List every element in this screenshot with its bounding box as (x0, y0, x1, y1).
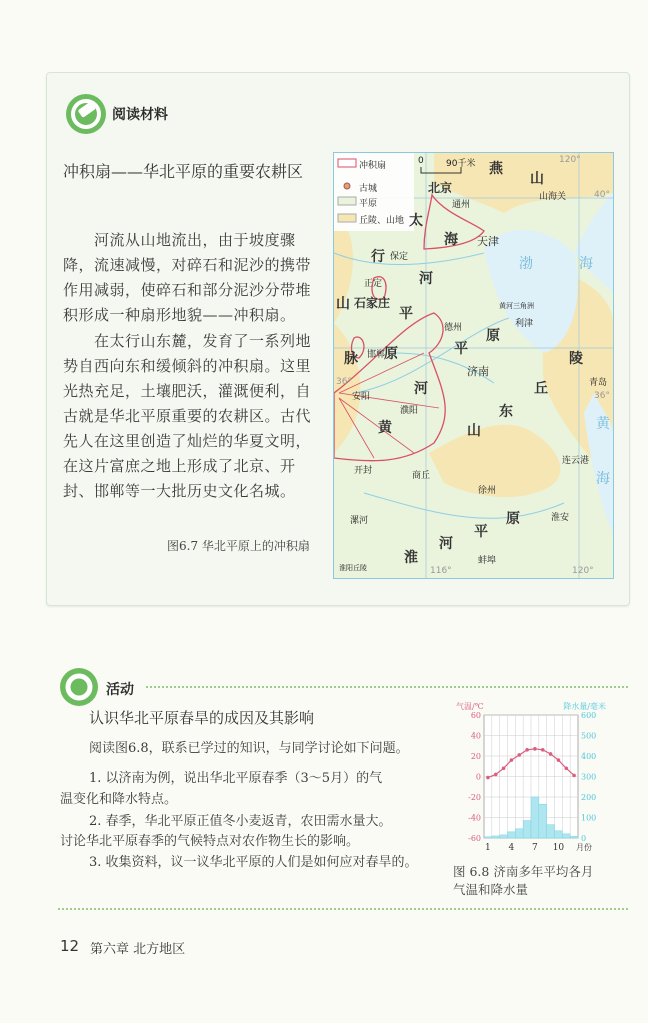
temperature-point (549, 752, 553, 756)
region-char: 平 (474, 524, 488, 540)
activity-heading: 活动 (106, 682, 134, 698)
reading-title: 冲积扇——华北平原的重要农耕区 (63, 162, 304, 181)
city-label: 徐州 (478, 486, 497, 496)
y-left-tick: -40 (468, 813, 481, 823)
temperature-point (557, 758, 561, 762)
legend-hills: 丘陵、山地 (359, 216, 405, 226)
question-line: 2. 春季，华北平原正值冬小麦返青，农田需水量大。 (89, 814, 392, 829)
grid-label: 120° (572, 566, 594, 576)
region-char: 燕 (489, 161, 503, 177)
sea-char: 海 (579, 256, 593, 272)
city-label: 青岛 (589, 378, 608, 388)
y-left-tick: 20 (470, 752, 481, 761)
precip-bar (562, 834, 570, 838)
temperature-point (525, 748, 529, 752)
text-line: 在这片富庶之地上形成了北京、开 (63, 457, 296, 475)
dotted-divider (146, 686, 628, 688)
temperature-point (533, 747, 537, 751)
city-label: 德州 (444, 323, 463, 333)
question-line: 3. 收集资料，议一议华北平原的人们是如何应对春旱的。 (89, 855, 418, 870)
region-char: 原 (506, 511, 520, 527)
activity-badge-icon (60, 668, 98, 706)
y-right-label: 降水量/毫米 (563, 702, 606, 711)
legend-alluvial-fan: 冲积扇 (359, 161, 387, 171)
text-line: 在太行山东麓，发育了一系列地 (94, 332, 312, 350)
region-char: 海 (444, 232, 458, 248)
city-label: 山海关 (539, 192, 567, 202)
text-line: 光热充足，土壤肥沃，灌溉便利，自 (63, 382, 312, 400)
x-tick: 4 (508, 843, 515, 853)
text-line: 作用减弱，使碎石和部分泥沙分带堆 (63, 281, 312, 299)
y-right-tick: 200 (581, 793, 597, 802)
city-label: 保定 (390, 252, 409, 262)
precip-bar (508, 832, 516, 838)
text-line: 势自西向东和缓倾斜的冲积扇。这里 (63, 357, 312, 375)
city-label: 邯郸 (367, 350, 386, 360)
region-char: 丘 (534, 381, 548, 397)
region-char: 山 (467, 423, 481, 439)
precip-bar (539, 804, 547, 838)
legend-plain: 平原 (359, 199, 378, 209)
region-char: 平 (454, 341, 468, 357)
region-char: 脉 (344, 351, 358, 367)
city-label: 北京 (428, 181, 453, 195)
y-right-tick: 100 (581, 813, 597, 823)
north-china-plain-map (333, 152, 614, 579)
city-label: 通州 (452, 200, 471, 210)
precip-bar (570, 836, 578, 838)
region-char: 河 (439, 536, 453, 552)
city-label: 商丘 (412, 471, 431, 481)
region-char: 山 (530, 171, 544, 187)
temperature-point (541, 748, 545, 752)
region-char: 陵 (569, 351, 583, 367)
city-label: 利津 (515, 319, 534, 329)
city-label: 连云港 (562, 456, 590, 466)
precip-bar (523, 821, 531, 838)
x-tick: 1 (485, 843, 491, 853)
figure-6-8-caption-line2: 气温和降水量 (453, 882, 529, 897)
figure-6-7-caption: 图6.7 华北平原上的冲积扇 (167, 539, 310, 553)
y-right-tick: 400 (581, 752, 597, 761)
sea-char: 黄 (596, 416, 610, 432)
question-line: 讨论华北平原春季的气候特点对农作物生长的影响。 (60, 834, 360, 849)
x-label: 月份 (576, 843, 592, 852)
jinan-climate-chart (450, 698, 610, 858)
yellow-river-delta-label: 黄河三角洲 (499, 302, 534, 310)
text-line: 封、邯郸等一大批历史文化名城。 (63, 482, 296, 500)
temperature-point (510, 758, 514, 762)
chapter-label: 第六章 北方地区 (90, 942, 186, 957)
scale-distance: 90千米 (446, 159, 476, 169)
grid-label: 36° (594, 391, 610, 401)
region-char: 平 (399, 306, 413, 322)
city-label: 安阳 (352, 392, 371, 402)
region-char: 黄 (378, 420, 392, 436)
activity-title: 认识华北平原春旱的成因及其影响 (89, 709, 315, 727)
precip-bar (547, 825, 555, 838)
y-left-tick: 60 (470, 711, 481, 720)
region-char: 太 (409, 213, 423, 229)
city-label: 淮安 (551, 513, 570, 523)
precip-bar (492, 836, 500, 838)
city-label: 石家庄 (354, 296, 391, 310)
region-char: 河 (419, 271, 433, 287)
sea-char: 海 (596, 471, 610, 487)
reading-badge-icon (66, 94, 106, 134)
y-right-tick: 0 (581, 834, 587, 843)
temperature-point (564, 767, 568, 771)
temperature-point (494, 773, 498, 777)
sea-char: 渤 (519, 256, 533, 272)
precip-bar (500, 835, 508, 838)
huaiyang-hills-label: 淮阳丘陵 (339, 564, 367, 572)
city-label: 正定 (364, 279, 383, 289)
scale-zero: 0 (418, 156, 424, 166)
question-line: 温变化和降水特点。 (60, 792, 178, 807)
precip-bar (555, 831, 563, 838)
region-char: 原 (486, 328, 500, 344)
city-label: 开封 (354, 466, 373, 476)
x-tick: 7 (532, 843, 538, 853)
text-line: 古就是华北平原重要的农耕区。古代 (63, 407, 312, 425)
text-line: 降，流速减慢，对碎石和泥沙的携带 (63, 256, 312, 274)
city-label: 漯河 (350, 516, 369, 526)
temperature-point (572, 774, 576, 778)
question-line: 1. 以济南为例，说出华北平原春季（3～5月）的气 (89, 771, 383, 786)
temperature-point (486, 776, 490, 780)
city-label: 天津 (477, 235, 499, 248)
region-char: 东 (499, 404, 513, 420)
y-left-label: 气温/℃ (456, 702, 484, 711)
text-line: 积形成一种扇形地貌——冲积扇。 (63, 306, 296, 324)
precip-bar (484, 837, 492, 838)
y-left-tick: 0 (475, 772, 481, 782)
temperature-point (517, 753, 521, 757)
grid-label: 40° (594, 190, 610, 200)
region-char: 淮 (404, 550, 418, 566)
grid-label: 120° (559, 155, 581, 165)
region-char: 行 (371, 249, 385, 265)
precip-bar (531, 797, 539, 838)
reading-heading: 阅读材料 (112, 107, 168, 123)
figure-6-8-caption-line1: 图 6.8 济南多年平均各月 (453, 864, 594, 879)
y-right-tick: 300 (581, 772, 597, 782)
y-left-tick: 40 (470, 731, 481, 741)
city-label: 蚌埠 (478, 556, 497, 566)
text-line: 河流从山地流出，由于坡度骤 (94, 231, 296, 249)
city-label: 济南 (467, 365, 489, 378)
temperature-point (502, 767, 506, 771)
page-number: 12 (60, 937, 80, 955)
y-right-tick: 500 (581, 731, 597, 741)
region-char: 山 (336, 296, 350, 312)
region-char: 河 (414, 381, 428, 397)
bottom-dotted-divider (58, 908, 628, 910)
precip-bar (515, 829, 523, 838)
legend-ancient-city: 古城 (359, 184, 378, 194)
grid-label: 36° (336, 377, 352, 387)
city-label: 濮阳 (400, 406, 419, 416)
grid-label: 116° (430, 566, 452, 576)
region-char: 原 (384, 346, 398, 362)
text-line: 先人在这里创造了灿烂的华夏文明， (63, 432, 312, 450)
x-tick: 10 (552, 843, 565, 853)
activity-intro: 阅读图6.8，联系已学过的知识，与同学讨论如下问题。 (89, 741, 409, 756)
y-left-tick: -60 (468, 834, 481, 843)
y-right-tick: 600 (581, 711, 597, 720)
y-left-tick: -20 (468, 793, 481, 802)
